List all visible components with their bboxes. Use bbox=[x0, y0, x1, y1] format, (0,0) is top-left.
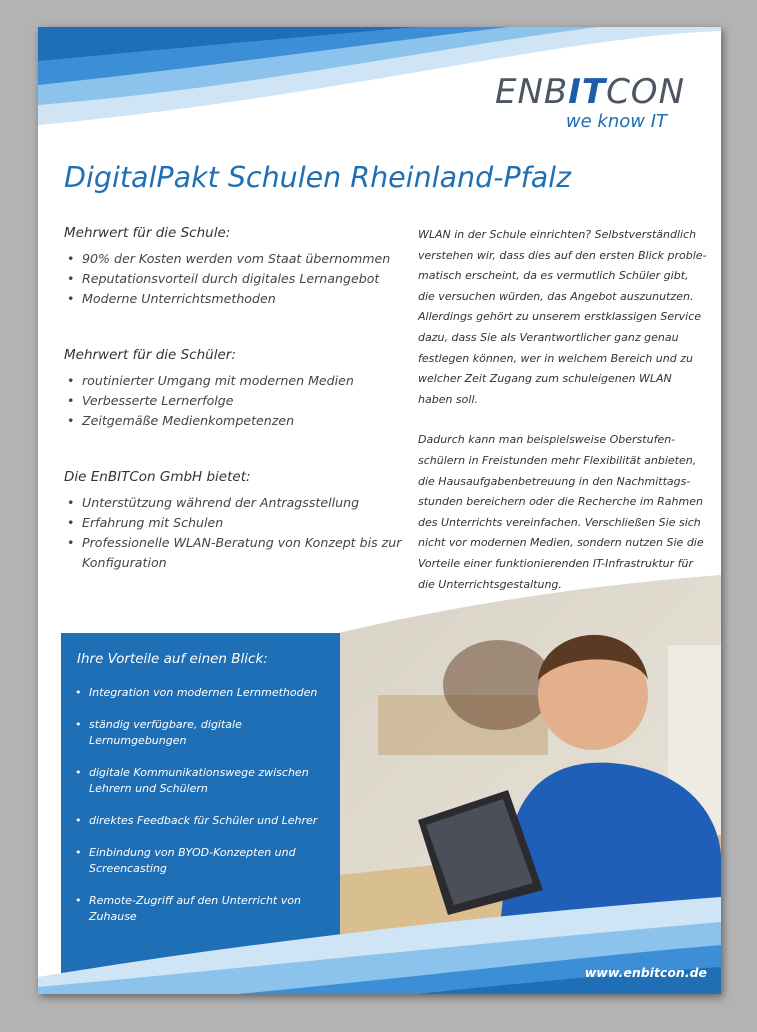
list-item: • Reputationsvorteil durch digitales Lernangebot bbox=[64, 269, 404, 289]
list-item: • digitale Kommunikationswege zwischen Lehrern und Schülern bbox=[75, 765, 335, 797]
bullet-list bbox=[64, 249, 404, 309]
benefits-column bbox=[64, 225, 404, 611]
enbitcon-logo bbox=[495, 72, 685, 132]
list-item: • Integration von modernen Lernmethoden bbox=[75, 685, 335, 701]
list-item: • Einbindung von BYOD-Konzepten und Screencasting bbox=[75, 845, 335, 877]
list-item: • routinierter Umgang mit modernen Medien bbox=[64, 371, 404, 391]
section-heading: Mehrwert für die Schule: bbox=[64, 225, 231, 241]
list-item: • Erfahrung mit Schulen bbox=[64, 513, 404, 533]
list-item: • 90% der Kosten werden vom Staat übernommen bbox=[64, 249, 404, 269]
text-column bbox=[418, 225, 708, 615]
section-students bbox=[64, 347, 404, 431]
section-heading: Die EnBITCon GmbH bietet: bbox=[64, 469, 251, 485]
box-title: Ihre Vorteile auf einen Blick: bbox=[77, 651, 268, 667]
list-item: • Zeitgemäße Medienkompetenzen bbox=[64, 411, 404, 431]
list-item: • Moderne Unterrichtsmethoden bbox=[64, 289, 404, 309]
page-title: DigitalPakt Schulen Rheinland-Pfalz bbox=[64, 161, 572, 194]
section-company bbox=[64, 469, 404, 573]
logo-tagline: we know IT bbox=[565, 111, 667, 132]
logo-wordmark: ENBITCON bbox=[494, 72, 685, 112]
website-url: www.enbitcon.de bbox=[584, 965, 707, 980]
body-paragraph: WLAN in der Schule einrichten? Selbstverständlich verstehen wir, dass dies auf den ersten Blick proble-matisch erscheint, da es vermutlich Schüler gibt, die versuchen würden, das Angebot auszunutzen. Allerdings gehört zu unserem erstklassigen Service dazu, dass Sie als Verantwortlicher ganz genau festlegen können, wer in welchem Bereich und zu welcher Zeit Zugang zum schuleigenen WLAN haben soll. bbox=[418, 228, 707, 406]
section-school bbox=[64, 225, 404, 309]
section-heading: Mehrwert für die Schüler: bbox=[64, 347, 236, 363]
flyer-page bbox=[38, 27, 721, 994]
list-item: • ständig verfügbare, digitale Lernumgebungen bbox=[75, 717, 335, 749]
list-item: • Professionelle WLAN-Beratung von Konzept bis zur Konfiguration bbox=[64, 533, 404, 573]
body-paragraph: Dadurch kann man beispielsweise Oberstufen-schülern in Freistunden mehr Flexibilität anbieten, die Hausaufgabenbetreuung in den Nachmittags-stunden bereichern oder die Recherche im Rahmen des Unterrichts vereinfachen. Verschließen Sie sich nicht vor modernen Medien, sondern nutzen Sie die Vorteile einer funktionierenden IT-Infrastruktur für die Unterrichtsgestaltung. bbox=[418, 433, 704, 591]
list-item: • Remote-Zugriff auf den Unterricht von Zuhause bbox=[75, 893, 335, 925]
list-item: • Unterstützung während der Antragsstellung bbox=[64, 493, 404, 513]
list-item: • direktes Feedback für Schüler und Lehrer bbox=[75, 813, 335, 829]
bullet-list bbox=[64, 493, 404, 573]
list-item: • Verbesserte Lernerfolge bbox=[64, 391, 404, 411]
bullet-list bbox=[64, 371, 404, 431]
